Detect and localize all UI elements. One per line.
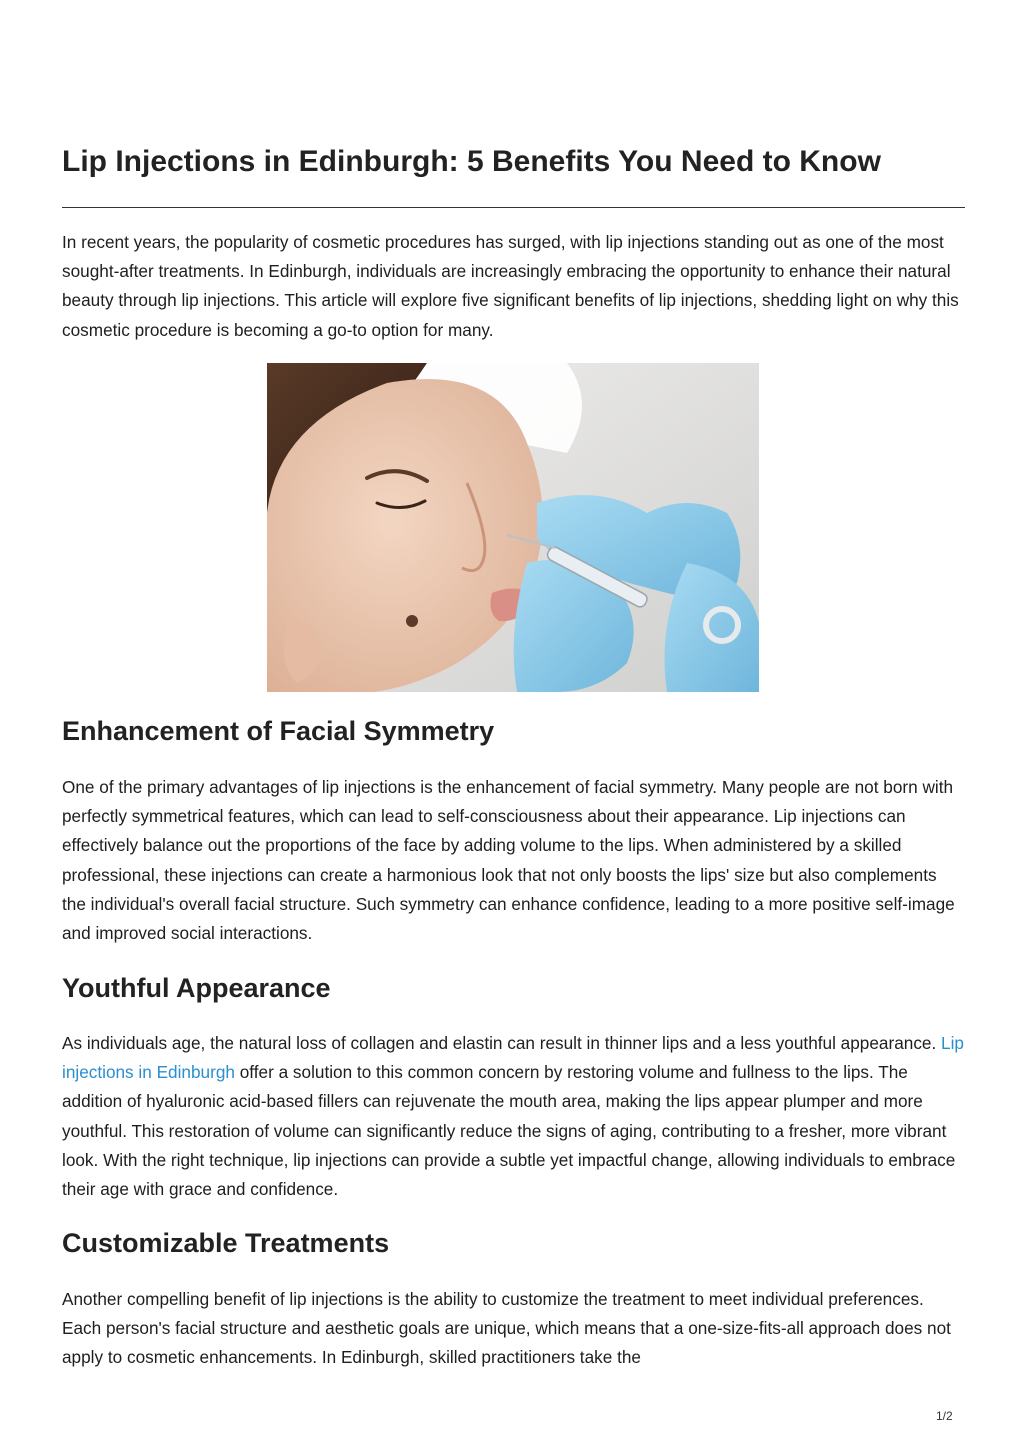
lip-injection-illustration	[267, 363, 759, 692]
section-body-youthful-appearance	[62, 1029, 965, 1204]
section-body-facial-symmetry: One of the primary advantages of lip injections is the enhancement of facial symmetry. Many people are not born with perfectly symmetrical features, which can lead to self-consciousness about their appearance. Lip injections can effectively balance out the proportions of the face by adding volume to the lips. When administered by a skilled professional, these injections can create a harmonious look that not only boosts the lips' size but also complements the individual's overall facial structure. Such symmetry can enhance confidence, leading to a more positive self-image and improved social interactions.	[62, 777, 955, 944]
page-number: 1/2	[936, 1409, 953, 1423]
article-title: Lip Injections in Edinburgh: 5 Benefits You Need to Know	[62, 145, 881, 178]
youthful-text-after-link: offer a solution to this common concern by restoring volume and fullness to the lips. The addition of hyaluronic acid-based fillers can rejuvenate the mouth area, making the lips appear plumper and more youthful. This restoration of volume can significantly reduce the signs of aging, contributing to a fresher, more vibrant look. With the right technique, lip injections can provide a subtle yet impactful change, allowing individuals to embrace their age with grace and confidence.	[62, 1062, 956, 1200]
lip-injections-edinburgh-link[interactable]: Lip injections in Edinburgh	[62, 1033, 964, 1083]
youthful-text-before-link: As individuals age, the natural loss of collagen and elastin can result in thinner lips and a less youthful appearance.	[62, 1033, 942, 1053]
intro-paragraph: In recent years, the popularity of cosmetic procedures has surged, with lip injections standing out as one of the most sought-after treatments. In Edinburgh, individuals are increasingly embracing the opportunity to enhance their natural beauty through lip injections. This article will explore five significant benefits of lip injections, shedding light on why this cosmetic procedure is becoming a go-to option for many.	[62, 232, 959, 340]
section-heading-customizable-treatments: Customizable Treatments	[62, 1228, 390, 1258]
section-heading-youthful-appearance: Youthful Appearance	[62, 973, 331, 1003]
title-divider	[62, 207, 965, 208]
lip-injection-photo	[267, 363, 759, 692]
section-heading-facial-symmetry: Enhancement of Facial Symmetry	[62, 716, 495, 746]
section-body-customizable-treatments: Another compelling benefit of lip injections is the ability to customize the treatment to meet individual preferences. Each person's facial structure and aesthetic goals are unique, which means that a one-size-fits-all approach does not apply to cosmetic enhancements. In Edinburgh, skilled practitioners take the	[62, 1289, 951, 1368]
